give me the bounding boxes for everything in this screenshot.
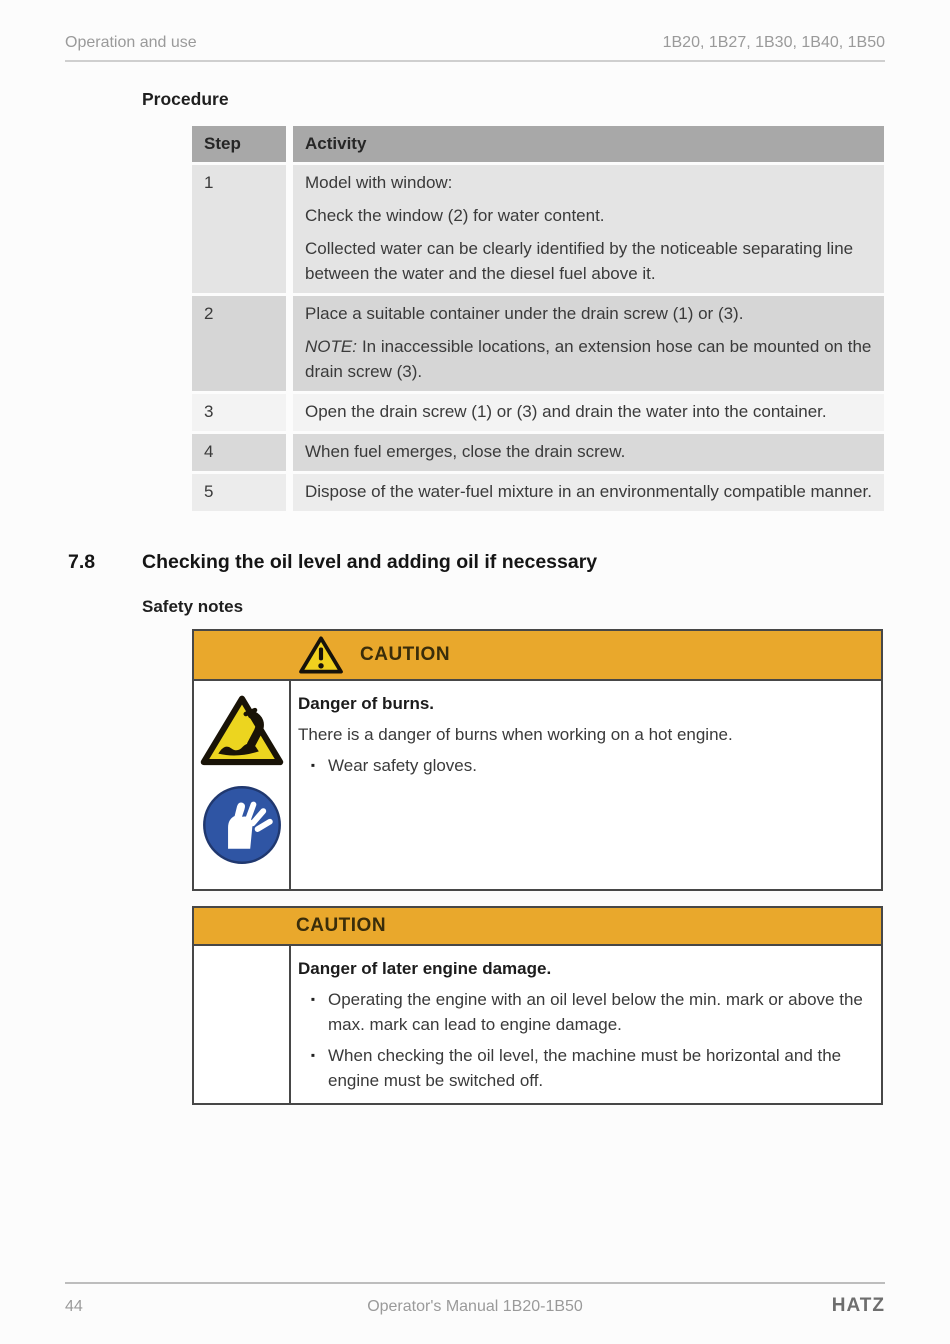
caution-header [194, 631, 881, 681]
step-number: 5 [192, 474, 286, 511]
activity-paragraph: Open the drain screw (1) or (3) and drain the water into the container. [305, 402, 827, 421]
table-row [192, 296, 884, 391]
page-header [65, 34, 885, 62]
bullet-square-icon: ▪ [310, 1048, 316, 1062]
hatz-logo: HATZ [831, 1295, 885, 1316]
bullet-square-icon: ▪ [310, 758, 316, 772]
header-chapter-title: Operation and use [65, 34, 197, 51]
step-number: 3 [192, 394, 286, 431]
caution-bullet [298, 753, 865, 778]
caution-content [291, 946, 881, 1103]
table-row [192, 474, 884, 511]
section-heading [68, 551, 597, 574]
note-label: NOTE: [305, 337, 357, 356]
page-footer [65, 1282, 885, 1317]
caution-body [194, 946, 881, 1103]
bullet-text: When checking the oil level, the machine must be horizontal and the engine must be switched off. [328, 1046, 842, 1090]
caution-label: CAUTION [296, 915, 387, 936]
caution-header [194, 908, 881, 946]
column-header-step: Step [192, 126, 286, 162]
safety-notes-label: Safety notes [142, 597, 244, 616]
activity-paragraph: When fuel emerges, close the drain screw. [305, 442, 626, 461]
step-number: 4 [192, 434, 286, 471]
wear-gloves-mandatory-icon [201, 784, 283, 871]
activity-cell [293, 394, 884, 431]
activity-paragraph: Place a suitable container under the drain screw (1) or (3). [305, 304, 744, 323]
caution-icon-column [194, 681, 291, 889]
section-number: 7.8 [68, 551, 96, 573]
table-header-row [192, 126, 884, 162]
activity-paragraph: Model with window: [305, 173, 453, 192]
bullet-text: Wear safety gloves. [328, 756, 477, 775]
activity-cell [293, 474, 884, 511]
activity-paragraph: Collected water can be clearly identified by the noticeable separating line between the water and the diesel fuel above it. [305, 239, 854, 283]
bullet-square-icon: ▪ [310, 992, 316, 1006]
page-number: 44 [65, 1298, 83, 1315]
activity-cell [293, 296, 884, 391]
table-row [192, 394, 884, 431]
activity-cell [293, 434, 884, 471]
header-model-list: 1B20, 1B27, 1B30, 1B40, 1B50 [662, 34, 885, 51]
caution-label: CAUTION [360, 644, 451, 665]
section-title: Checking the oil level and adding oil if necessary [142, 551, 598, 573]
note-text: In inaccessible locations, an extension hose can be mounted on the drain screw (3). [305, 337, 872, 381]
activity-cell [293, 165, 884, 293]
caution-body [194, 681, 881, 889]
caution-title: Danger of burns. [298, 694, 435, 713]
hot-surface-warning-icon [200, 693, 284, 772]
activity-paragraph [305, 334, 872, 384]
warning-triangle-icon [298, 635, 344, 675]
caution-content [291, 681, 881, 889]
step-number: 2 [192, 296, 286, 391]
table-row [192, 434, 884, 471]
caution-box-burns [192, 629, 883, 891]
caution-bullet [298, 1043, 865, 1093]
caution-title: Danger of later engine damage. [298, 959, 552, 978]
caution-text: There is a danger of burns when working on a hot engine. [298, 725, 733, 744]
column-header-activity: Activity [293, 126, 884, 162]
caution-box-engine-damage [192, 906, 883, 1105]
activity-paragraph: Check the window (2) for water content. [305, 206, 605, 225]
caution-bullet [298, 987, 865, 1037]
step-number: 1 [192, 165, 286, 293]
caution-icon-column [194, 946, 291, 1103]
activity-paragraph: Dispose of the water-fuel mixture in an environmentally compatible manner. [305, 482, 872, 501]
footer-manual-title: Operator's Manual 1B20-1B50 [367, 1298, 583, 1315]
bullet-text: Operating the engine with an oil level below the min. mark or above the max. mark can lead to engine damage. [328, 990, 863, 1034]
procedure-table [192, 126, 884, 514]
procedure-label: Procedure [142, 89, 229, 109]
table-row [192, 165, 884, 293]
